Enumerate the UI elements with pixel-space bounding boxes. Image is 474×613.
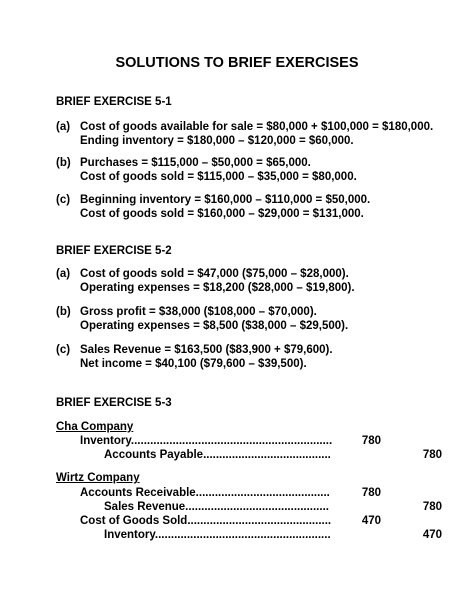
wirtz-entry-4-credit: 470 [422, 529, 442, 541]
ex2-b-line1: Gross profit = $38,000 ($108,000 – $70,000). [80, 306, 317, 318]
wirtz-entry-4-account: Inventory....................................................... [104, 529, 331, 541]
ex2-a-label: (a) [56, 268, 71, 280]
ex2-a-line1: Cost of goods sold = $47,000 ($75,000 – $28,000). [80, 268, 349, 280]
wirtz-entry-1-account: Accounts Receivable.......................................... [80, 487, 330, 499]
ex1-b-line2: Cost of goods sold = $115,000 – $35,000 = $80,000. [80, 171, 357, 183]
exercise-5-1-heading: BRIEF EXERCISE 5-1 [56, 96, 172, 108]
wirtz-company-label: Wirtz Company [56, 472, 140, 484]
cha-entry-1-account: Inventory............................................................... [80, 435, 333, 447]
ex1-a-line2: Ending inventory = $180,000 – $120,000 = $60,000. [80, 135, 354, 147]
ex2-c-line1: Sales Revenue = $163,500 ($83,900 + $79,600). [80, 344, 333, 356]
ex2-b-label: (b) [56, 306, 71, 318]
ex2-b-line2: Operating expenses = $8,500 ($38,000 – $29,500). [80, 320, 349, 332]
cha-entry-1-debit: 780 [361, 435, 381, 447]
ex2-c-line2: Net income = $40,100 ($79,600 – $39,500). [80, 358, 307, 370]
cha-company-label: Cha Company [56, 421, 134, 433]
exercise-5-2-heading: BRIEF EXERCISE 5-2 [56, 245, 172, 257]
ex1-c-line1: Beginning inventory = $160,000 – $110,000 = $50,000. [80, 194, 371, 206]
ex2-c-label: (c) [56, 344, 71, 356]
exercise-5-3-heading: BRIEF EXERCISE 5-3 [56, 397, 172, 409]
wirtz-entry-1-debit: 780 [361, 487, 381, 499]
ex1-b-label: (b) [56, 157, 71, 169]
ex1-c-label: (c) [56, 194, 71, 206]
wirtz-entry-3-debit: 470 [361, 515, 381, 527]
page-title: SOLUTIONS TO BRIEF EXERCISES [115, 55, 359, 71]
wirtz-entry-3-account: Cost of Goods Sold............................................. [80, 515, 332, 527]
cha-entry-2-account: Accounts Payable........................................ [104, 449, 331, 461]
ex1-a-label: (a) [56, 121, 71, 133]
ex2-a-line2: Operating expenses = $18,200 ($28,000 – $19,800). [80, 282, 355, 294]
wirtz-entry-2-credit: 780 [422, 501, 442, 513]
cha-entry-2-credit: 780 [422, 449, 442, 461]
ex1-a-line1: Cost of goods available for sale = $80,000 + $100,000 = $180,000. [80, 121, 434, 133]
ex1-c-line2: Cost of goods sold = $160,000 – $29,000 = $131,000. [80, 208, 364, 220]
ex1-b-line1: Purchases = $115,000 – $50,000 = $65,000. [80, 157, 311, 169]
wirtz-entry-2-account: Sales Revenue............................................. [104, 501, 329, 513]
